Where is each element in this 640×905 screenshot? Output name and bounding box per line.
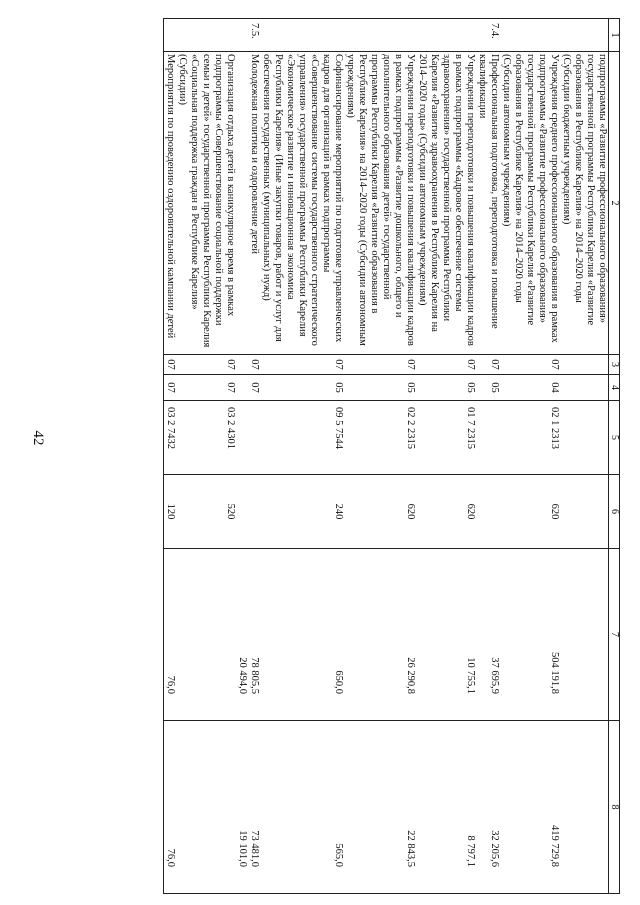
amount-value: 650,0: [333, 670, 344, 694]
amount-value: 78 805,5: [249, 657, 260, 694]
amount-value: 19 101,0: [237, 830, 248, 867]
table-row: [560, 19, 609, 894]
subsection-code-cell: 07: [236, 375, 260, 401]
amount-column-7-cell: [236, 549, 260, 721]
budget-table-sheet: [80, 18, 620, 893]
amount-column-7-cell: [176, 549, 236, 721]
expense-type-cell: 520: [176, 475, 236, 549]
amount-column-7-cell: [500, 549, 560, 721]
table-row: [176, 19, 236, 894]
amount-column-7-cell: [416, 549, 476, 721]
amount-column-8-cell: [416, 721, 476, 894]
amount-value: 10 755,1: [465, 657, 476, 694]
amount-column-8-cell: [164, 721, 177, 894]
section-code-cell: [560, 355, 609, 375]
table-row: [344, 19, 416, 894]
amount-value: 32 205,6: [489, 830, 500, 867]
section-number-cell: [500, 19, 560, 52]
description-cell: Организация отдыха детей в каникулярное время в рамках подпрограммы «Совершенствование социальной поддержки семьи и детей» государственной программы Республики Карелия «Социальная поддержка граждан в Республике Карелия» (Субсидии): [176, 52, 236, 355]
target-article-cell: 02 2 2315: [344, 401, 416, 475]
subsection-code-cell: [560, 375, 609, 401]
subsection-code-cell: 05: [416, 375, 476, 401]
amount-column-8-cell: [344, 721, 416, 894]
table-row: [164, 19, 177, 894]
section-code-cell: 07: [176, 355, 236, 375]
column-header: 5: [609, 401, 620, 475]
amount-value: 37 695,9: [489, 657, 500, 694]
subsection-code-cell: 04: [500, 375, 560, 401]
description-cell: подпрограммы «Развитие профессионального образования» государственной программы Республики Карелия «Развитие образования в Республике Карелия» на 2014–2020 годы (Субсидии бюджетным учреждениям): [560, 52, 609, 355]
section-number-cell: 7.4.: [476, 19, 500, 52]
column-header: 3: [609, 355, 620, 375]
description-cell: Профессиональная подготовка, переподготовка и повышение квалификации: [476, 52, 500, 355]
column-header: 7: [609, 549, 620, 721]
target-article-cell: 09 5 7544: [260, 401, 344, 475]
amount-value: 76,0: [165, 848, 176, 867]
page-number: 42: [30, 430, 46, 446]
expense-type-cell: [476, 475, 500, 549]
target-article-cell: [236, 401, 260, 475]
column-header: 8: [609, 721, 620, 894]
section-code-cell: 07: [344, 355, 416, 375]
section-code-cell: 07: [476, 355, 500, 375]
amount-column-7-cell: [260, 549, 344, 721]
column-number-row: [609, 19, 620, 894]
column-header: 4: [609, 375, 620, 401]
description-cell: Молодежная политика и оздоровление детей: [236, 52, 260, 355]
section-code-cell: 07: [500, 355, 560, 375]
target-article-cell: 02 1 2313: [500, 401, 560, 475]
section-number-cell: [560, 19, 609, 52]
amount-column-8-cell: [476, 721, 500, 894]
target-article-cell: 01 7 2315: [416, 401, 476, 475]
subsection-code-cell: 05: [344, 375, 416, 401]
amount-column-7-cell: [164, 549, 177, 721]
table-row: [236, 19, 260, 894]
section-number-cell: [164, 19, 177, 52]
expense-type-cell: 620: [416, 475, 476, 549]
expense-type-cell: 240: [260, 475, 344, 549]
target-article-cell: 03 2 4301: [176, 401, 236, 475]
expense-type-cell: 620: [344, 475, 416, 549]
description-cell: Учреждения среднего профессионального образования в рамках подпрограммы «Развитие профессионального образования» государственной программы Республики Карелия «Развитие образования в Республике Карелия» на 2014–2020 годы (Субсидии автономным учреждениям): [500, 52, 560, 355]
subsection-code-cell: 05: [476, 375, 500, 401]
amount-column-8-cell: [236, 721, 260, 894]
expense-type-cell: [236, 475, 260, 549]
expense-type-cell: [560, 475, 609, 549]
section-code-cell: 07: [416, 355, 476, 375]
section-number-cell: 7.5.: [236, 19, 260, 52]
table-row: [476, 19, 500, 894]
section-number-cell: [344, 19, 416, 52]
target-article-cell: [560, 401, 609, 475]
expense-type-cell: 620: [500, 475, 560, 549]
amount-value: 22 843,5: [405, 830, 416, 867]
column-header: 2: [609, 52, 620, 355]
description-cell: Мероприятия по проведению оздоровительной кампании детей: [164, 52, 177, 355]
column-header: 1: [609, 19, 620, 52]
amount-value: 20 494,0: [237, 657, 248, 694]
amount-column-7-cell: [344, 549, 416, 721]
expense-type-cell: 120: [164, 475, 177, 549]
budget-table: [163, 18, 620, 894]
amount-column-7-cell: [560, 549, 609, 721]
section-code-cell: 07: [260, 355, 344, 375]
section-number-cell: [416, 19, 476, 52]
target-article-cell: 03 2 7432: [164, 401, 177, 475]
amount-value: 565,0: [333, 843, 344, 867]
amount-column-8-cell: [260, 721, 344, 894]
target-article-cell: [476, 401, 500, 475]
section-code-cell: 07: [236, 355, 260, 375]
amount-value: 26 290,8: [405, 657, 416, 694]
section-code-cell: 07: [164, 355, 177, 375]
description-cell: Учреждения переподготовки и повышения квалификации кадров в рамках подпрограммы «Кадровое обеспечение системы здравоохранения» государственной программы Республики Карелия «Развитие здравоохранения в Республике Карелия на 2014–2020 годы» (Субсидии автономным учреждениям): [416, 52, 476, 355]
table-row: [416, 19, 476, 894]
amount-value: 419 729,8: [549, 825, 560, 867]
column-header: 6: [609, 475, 620, 549]
amount-value: 8 797,1: [465, 835, 476, 867]
description-cell: Учреждения переподготовки и повышения квалификации кадров в рамках подпрограммы «Развитие дошкольного, общего и дополнительного образования детей» государственной программы Республики Карелия «Развитие образования в Республике Карелия» на 2014–2020 годы (Субсидии автономным учреждениям): [344, 52, 416, 355]
subsection-code-cell: 07: [164, 375, 177, 401]
table-body: [164, 19, 609, 894]
description-cell: Софинансирование мероприятий по подготовке управленческих кадров для организаций в рамках подпрограммы «Совершенствование системы государственного стратегического управления» государственной программы Республики Карелия «Экономическое развитие и инновационная экономика Республики Карелия» (Иные закупки товаров, работ и услуг для обеспечения государственных (муниципальных) нужд): [260, 52, 344, 355]
subsection-code-cell: 05: [260, 375, 344, 401]
amount-column-8-cell: [560, 721, 609, 894]
table-row: [260, 19, 344, 894]
subsection-code-cell: 07: [176, 375, 236, 401]
table-row: [500, 19, 560, 894]
amount-column-7-cell: [476, 549, 500, 721]
section-number-cell: [176, 19, 236, 52]
amount-value: 504 191,8: [549, 652, 560, 694]
amount-value: 73 481,0: [249, 830, 260, 867]
section-number-cell: [260, 19, 344, 52]
amount-column-8-cell: [500, 721, 560, 894]
amount-value: 76,0: [165, 675, 176, 694]
amount-column-8-cell: [176, 721, 236, 894]
